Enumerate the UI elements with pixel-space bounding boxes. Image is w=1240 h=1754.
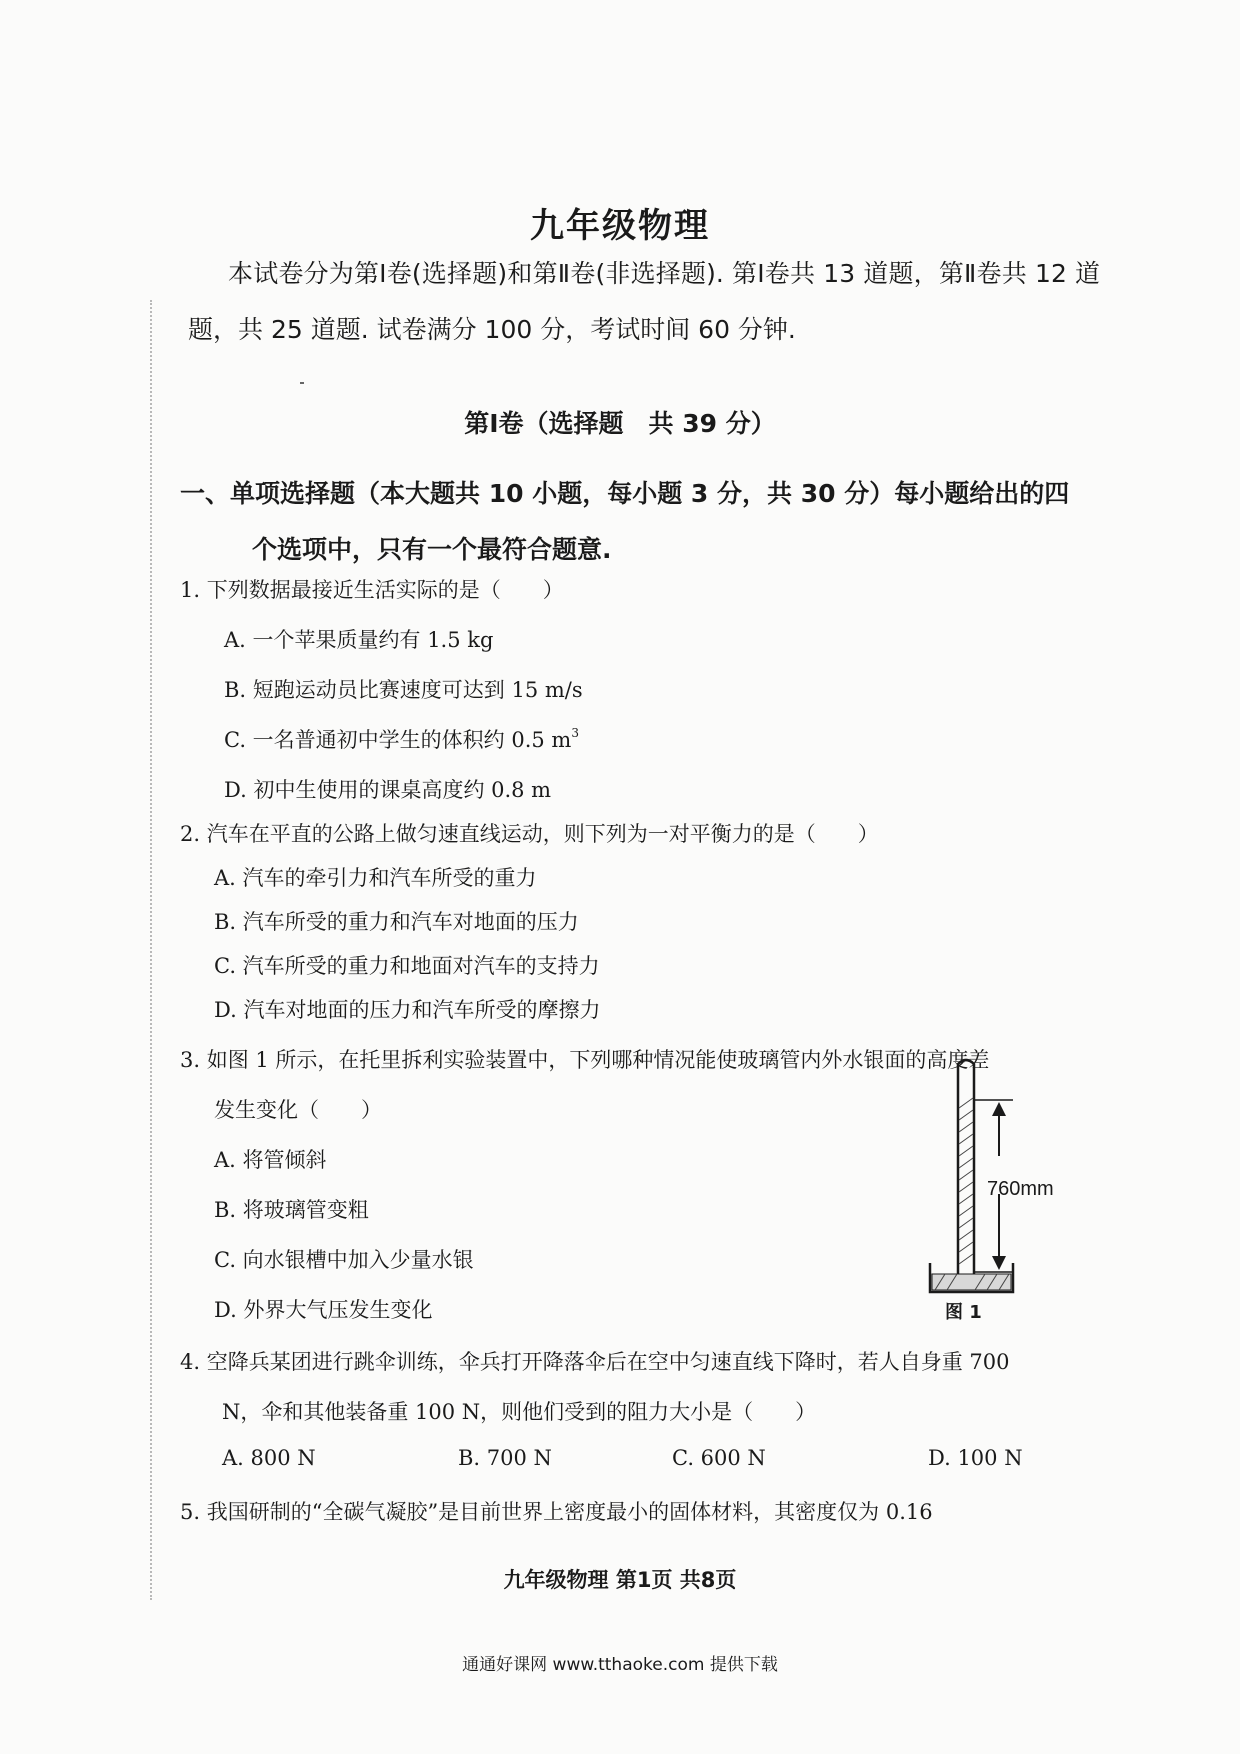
section-heading-line1: 一、单项选择题（本大题共 10 小题，每小题 3 分，共 30 分）每小题给出的四: [180, 479, 1070, 508]
q1-option-c-superscript: 3: [571, 726, 579, 740]
q3-option-a: A. 将管倾斜: [214, 1148, 327, 1172]
q3-option-b: B. 将玻璃管变粗: [214, 1198, 369, 1222]
q4-stem-line1: 4. 空降兵某团进行跳伞训练，伞兵打开降落伞后在空中匀速直线下降时，若人自身重 700: [180, 1350, 1010, 1374]
q2-option-d: D. 汽车对地面的压力和汽车所受的摩擦力: [214, 998, 601, 1022]
q4-option-c: C. 600 N: [672, 1446, 766, 1470]
q5-stem-line1: 5. 我国研制的“全碳气凝胶”是目前世界上密度最小的固体材料，其密度仅为 0.16: [180, 1500, 933, 1524]
q1-option-c-text: C. 一名普通初中学生的体积约 0.5 m: [224, 728, 572, 752]
q4-option-d: D. 100 N: [928, 1446, 1023, 1470]
q2-option-c: C. 汽车所受的重力和地面对汽车的支持力: [214, 954, 600, 978]
q3-stem-line1: 3. 如图 1 所示，在托里拆利实验装置中，下列哪种情况能使玻璃管内外水银面的高度差: [180, 1048, 990, 1072]
exam-intro: 本试卷分为第Ⅰ卷(选择题)和第Ⅱ卷(非选择题). 第Ⅰ卷共 13 道题，第Ⅱ卷共 12 道题，共 25 道题. 试卷满分 100 分，考试时间 60 分钟.: [188, 259, 1100, 344]
q2-option-b: B. 汽车所受的重力和汽车对地面的压力: [214, 910, 579, 934]
page-footer: 九年级物理 第1页 共8页: [503, 1568, 737, 1592]
q1-option-d: D. 初中生使用的课桌高度约 0.8 m: [224, 778, 552, 802]
q1-option-b: B. 短跑运动员比赛速度可达到 15 m/s: [224, 678, 583, 702]
q1-option-a: A. 一个苹果质量约有 1.5 kg: [224, 628, 494, 652]
binding-margin-line: [150, 300, 152, 1600]
q1-option-c: [224, 724, 579, 754]
q2-stem: 2. 汽车在平直的公路上做匀速直线运动，则下列为一对平衡力的是（ ）: [180, 822, 879, 846]
section-heading-line2: 个选项中，只有一个最符合题意.: [252, 535, 612, 564]
figure-caption: 图 1: [945, 1302, 982, 1323]
q3-option-c: C. 向水银槽中加入少量水银: [214, 1248, 474, 1272]
volume-title: 第Ⅰ卷（选择题 共 39 分）: [464, 409, 776, 438]
q4-option-a: A. 800 N: [222, 1446, 316, 1470]
q4-option-b: B. 700 N: [458, 1446, 552, 1470]
download-note: 通通好课网 www.tthaoke.com 提供下载: [462, 1655, 778, 1675]
q1-stem: 1. 下列数据最接近生活实际的是（ ）: [180, 578, 564, 602]
q4-stem-line2: N，伞和其他装备重 100 N，则他们受到的阻力大小是（ ）: [222, 1400, 817, 1424]
scan-speck: [300, 382, 304, 384]
section-heading: [180, 466, 1100, 578]
figure-height-label: 760mm: [987, 1178, 1054, 1200]
page-title: 九年级物理: [530, 206, 710, 246]
q3-stem-line2: 发生变化（ ）: [214, 1098, 382, 1122]
q3-option-d: D. 外界大气压发生变化: [214, 1298, 433, 1322]
q2-option-a: A. 汽车的牵引力和汽车所受的重力: [214, 866, 537, 890]
